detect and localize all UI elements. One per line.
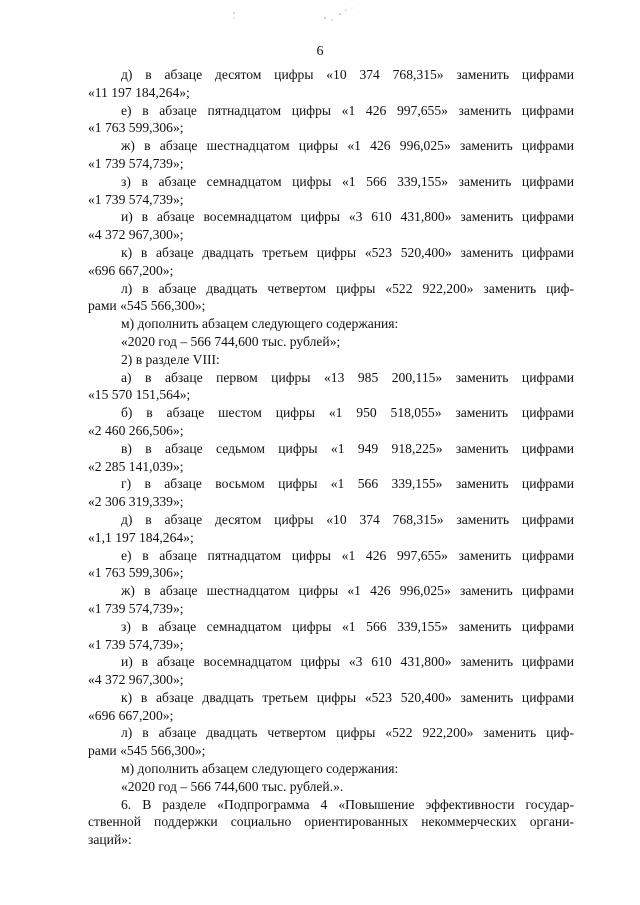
document-line: заций»: (88, 832, 132, 848)
document-line: ственной поддержки социально ориентированных некоммерческих органи- (88, 814, 574, 830)
document-line: «2020 год – 566 744,600 тыс. рублей»; (121, 333, 341, 349)
document-line: г) в абзаце восьмом цифры «1 566 339,155» заменить цифрами (121, 476, 574, 492)
document-line: б) в абзаце шестом цифры «1 950 518,055» заменить цифрами (121, 405, 574, 421)
document-line: а) в абзаце первом цифры «13 985 200,115» заменить цифрами (121, 369, 574, 385)
document-line: «2020 год – 566 744,600 тыс. рублей.». (121, 778, 344, 794)
document-line: «1 763 599,306»; (88, 120, 184, 136)
document-line: м) дополнить абзацем следующего содержания: (121, 761, 399, 777)
document-line: «1 739 574,739»; (88, 600, 184, 616)
document-line: е) в абзаце пятнадцатом цифры «1 426 997,655» заменить цифрами (121, 547, 574, 563)
document-line: л) в абзаце двадцать четвертом цифры «522 922,200» заменить циф- (121, 725, 574, 741)
document-line: д) в абзаце десятом цифры «10 374 768,315» заменить цифрами (121, 67, 574, 82)
document-line: «1 739 574,739»; (88, 155, 184, 171)
document-line: «4 372 967,300»; (88, 672, 184, 688)
document-line: «2 460 266,506»; (88, 422, 184, 438)
document-line: л) в абзаце двадцать четвертом цифры «522 922,200» заменить циф- (121, 280, 574, 296)
document-line: е) в абзаце пятнадцатом цифры «1 426 997,655» заменить цифрами (121, 102, 574, 118)
document-line: «4 372 967,300»; (88, 227, 184, 243)
document-line: ж) в абзаце шестнадцатом цифры «1 426 996,025» заменить цифрами (121, 138, 574, 154)
document-line: «2 306 319,339»; (88, 494, 184, 510)
document-line: з) в абзаце семнадцатом цифры «1 566 339,155» заменить цифрами (121, 173, 574, 189)
document-line: «11 197 184,264»; (88, 84, 190, 100)
document-line: к) в абзаце двадцать третьем цифры «523 520,400» заменить цифрами (121, 689, 574, 705)
document-line: з) в абзаце семнадцатом цифры «1 566 339,155» заменить цифрами (121, 618, 574, 634)
document-line: 6. В разделе «Подпрограмма 4 «Повышение эффективности государ- (121, 796, 574, 812)
document-line: «15 570 151,564»; (88, 387, 191, 403)
document-line: и) в абзаце восемнадцатом цифры «3 610 431,800» заменить цифрами (121, 209, 574, 225)
scan-specks (232, 4, 362, 24)
document-line: д) в абзаце десятом цифры «10 374 768,315» заменить цифрами (121, 511, 574, 527)
document-line: «1 739 574,739»; (88, 636, 184, 652)
document-line: «696 667,200»; (88, 262, 174, 278)
document-line: рами «545 566,300»; (88, 743, 206, 759)
page-number: 6 (316, 44, 324, 59)
document-line: 2) в разделе VIII: (121, 351, 220, 367)
document-line: к) в абзаце двадцать третьем цифры «523 520,400» заменить цифрами (121, 244, 574, 260)
document-line: «1 763 599,306»; (88, 565, 184, 581)
document-line: рами «545 566,300»; (88, 298, 206, 314)
document-body (88, 66, 574, 849)
document-line: «2 285 141,039»; (88, 458, 184, 474)
document-line: «1 739 574,739»; (88, 191, 184, 207)
document-line: в) в абзаце седьмом цифры «1 949 918,225» заменить цифрами (121, 440, 574, 456)
document-line: «1,1 197 184,264»; (88, 529, 194, 545)
document-line: ж) в абзаце шестнадцатом цифры «1 426 996,025» заменить цифрами (121, 583, 574, 599)
document-line: «696 667,200»; (88, 707, 174, 723)
document-line: и) в абзаце восемнадцатом цифры «3 610 431,800» заменить цифрами (121, 654, 574, 670)
document-line: м) дополнить абзацем следующего содержания: (121, 316, 399, 332)
